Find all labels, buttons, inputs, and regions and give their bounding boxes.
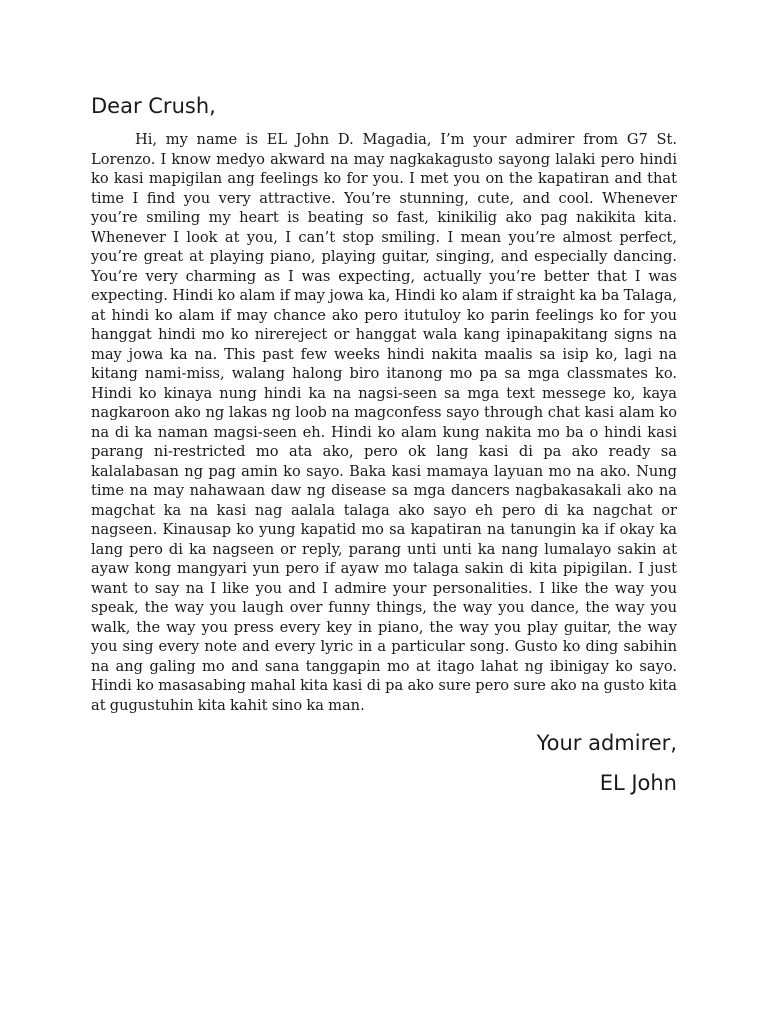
salutation: Dear Crush, <box>91 94 216 118</box>
letter-page <box>91 90 677 803</box>
closing-line: Your admirer, <box>536 731 677 755</box>
letter-body: Hi, my name is EL John D. Magadia, I’m your admirer from G7 St. Lorenzo. I know medyo akward na may nagkakagusto sayong lalaki pero hindi ko kasi mapigilan ang feelings ko for you. I met you on the kapatiran and that time I find you very attractive. You’re stunning, cute, and cool. Whenever you’re smiling my heart is beating so fast, kinikilig ako pag nakikita kita. Whenever I look at you, I can’t stop smiling. I mean you’re almost perfect, you’re great at playing piano, playing guitar, singing, and especially dancing. You’re very charming as I was expecting, actually you’re better that I was expecting. Hindi ko alam if may jowa ka, Hindi ko alam if straight ka ba Talaga, at hindi ko alam if may chance ako pero itutuloy ko parin feelings ko for you hanggat hindi mo ko nirereject or hanggat wala kang ipinapakitang signs na may jowa ka na. This past few weeks hindi nakita maalis sa isip ko, lagi na kitang nami-miss, walang halong biro itanong mo pa sa mga classmates ko. Hindi ko kinaya nung hindi ka na nagsi-seen sa mga text messege ko, kaya nagkaroon ako ng lakas ng loob na magconfess sayo through chat kasi alam ko na di ka naman magsi-seen eh. Hindi ko alam kung nakita mo ba o hindi kasi parang ni-restricted mo ata ako, pero ok lang kasi di pa ako ready sa kalalabasan ng pag amin ko sayo. Baka kasi mamaya layuan mo na ako. Nung time na may nahawaan daw ng disease sa mga dancers nagbakasakali ako na magchat ka na kasi nag aalala talaga ako sayo eh pero di ka nagchat or nagseen. Kinausap ko yung kapatid mo sa kapatiran na tanungin ka if okay ka lang pero di ka nagseen or reply, parang unti unti ka nang lumalayo sakin at ayaw kong mangyari yun pero if ayaw mo talaga sakin di kita pipigilan. I just want to say na I like you and I admire your personalities. I like the way you speak, the way you laugh over funny things, the way you dance, the way you walk, the way you press every key in piano, the way you play guitar, the way you sing every note and every lyric in a particular song. Gusto ko ding sabihin na ang galing mo and sana tanggapin mo at itago lahat ng ibinigay ko sayo. Hindi ko masasabing mahal kita kasi di pa ako sure pero sure ako na gusto kita at gugustuhin kita kahit sino ka man. <box>91 131 677 714</box>
signature: EL John <box>599 771 677 795</box>
closing-block <box>91 723 677 803</box>
